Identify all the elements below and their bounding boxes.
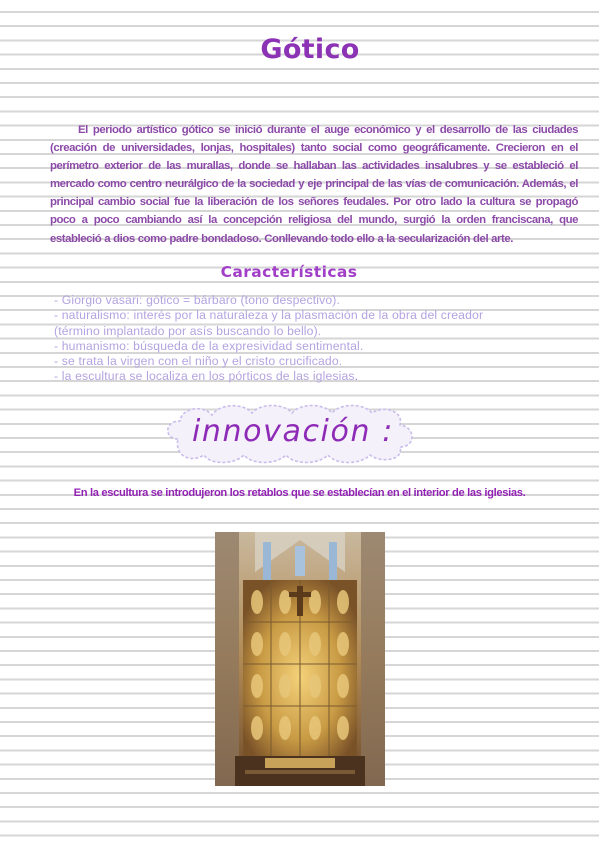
list-item: - se trata la virgen con el niño y el cristo crucificado.	[54, 354, 343, 369]
characteristics-heading: Características	[220, 263, 358, 281]
list-item: - Giorgio vasari: gótico = bárbaro (tono despectivo).	[54, 293, 341, 307]
list-item: (término implantado por asís buscando lo bello).	[54, 323, 322, 338]
list-item	[54, 369, 483, 384]
altarpiece-image	[215, 532, 385, 786]
page-title: Gótico	[260, 34, 360, 65]
intro-text: El periodo artístico gótico se inició durante el auge económico y el desarrollo de las ciudades (creación de universidades, lonjas, hospitales) tanto social como geográficamente. Crecieron en el perímetro exterior de las murallas, donde se hallaban las actividades insalubres y se estableció el mercado como centro neurálgico de la sociedad y eje principal de las vías de comunicación. Además, el principal cambio social fue la liberación de los señores feudales. Por otro lado la cultura se propagó poco a poco cambiando así la concepción religiosa del mundo, surgió la orden franciscana, que estableció a dios como padre bondadoso. Conllevando todo ello a la secularización del arte.	[50, 124, 578, 245]
list-item: - humanismo: búsqueda de la expresividad sentimental.	[54, 338, 364, 353]
innovation-text: En la escultura se introdujeron los retablos que se establecían en el interior de las iglesias.	[73, 487, 526, 499]
innovation-heading: innovación :	[192, 414, 394, 449]
list-item-text: - la escultura se localiza en los pórticos de las iglesias	[54, 369, 355, 384]
characteristics-list	[54, 293, 483, 385]
list-item: - naturalismo: interés por la naturaleza y la plasmación de la obra del creador	[54, 308, 484, 323]
intro-paragraph	[50, 121, 578, 248]
altarpiece-picture	[215, 532, 385, 786]
list-item-period: .	[354, 369, 359, 384]
